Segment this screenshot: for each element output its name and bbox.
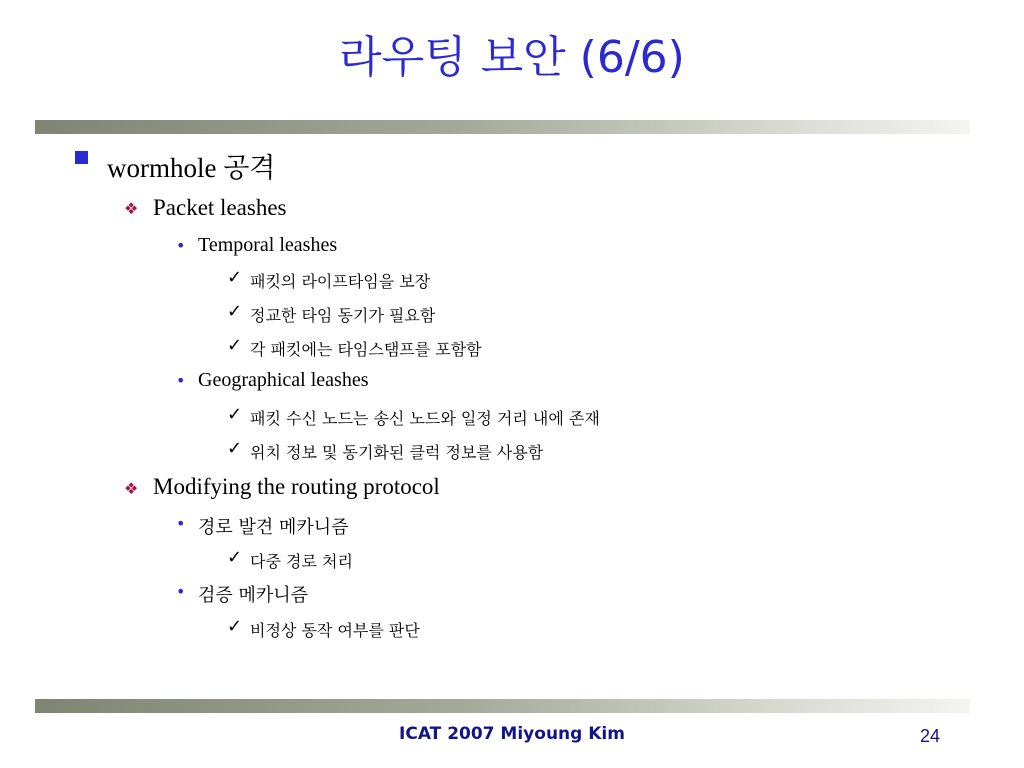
bullet-packet-leashes: Packet leashes bbox=[153, 195, 287, 220]
dot-bullet-icon: • bbox=[176, 514, 186, 533]
bullet-timestamp: 각 패킷에는 타임스탬프를 포함함 bbox=[250, 340, 482, 359]
checkmark-icon: ✓ bbox=[227, 404, 243, 425]
bullet-time-sync: 정교한 타임 동기가 필요함 bbox=[250, 306, 436, 325]
bottom-divider bbox=[35, 699, 970, 713]
checkmark-icon: ✓ bbox=[227, 438, 243, 459]
checkmark-icon: ✓ bbox=[227, 267, 243, 288]
bullet-wormhole: wormhole 공격 bbox=[107, 153, 276, 183]
bullet-abnormal-behavior: 비정상 동작 여부를 판단 bbox=[250, 621, 420, 640]
bullet-geographical-leashes: Geographical leashes bbox=[198, 369, 369, 391]
checkmark-icon: ✓ bbox=[227, 547, 243, 568]
diamond-bullet-icon: ❖ bbox=[124, 199, 139, 218]
square-bullet-icon bbox=[75, 151, 88, 164]
bullet-route-discovery: 경로 발견 메카니즘 bbox=[198, 517, 349, 538]
slide-title: 라우팅 보안 (6/6) bbox=[339, 32, 685, 83]
checkmark-icon: ✓ bbox=[227, 335, 243, 356]
bullet-modifying-routing: Modifying the routing protocol bbox=[153, 474, 440, 499]
bullet-distance: 패킷 수신 노드는 송신 노드와 일정 거리 내에 존재 bbox=[250, 409, 600, 428]
dot-bullet-icon: • bbox=[176, 582, 186, 601]
dot-bullet-icon: • bbox=[176, 371, 186, 390]
checkmark-icon: ✓ bbox=[227, 301, 243, 322]
checkmark-icon: ✓ bbox=[227, 616, 243, 637]
dot-bullet-icon: • bbox=[176, 236, 186, 255]
page-number: 24 bbox=[919, 726, 940, 746]
bullet-multipath: 다중 경로 처리 bbox=[250, 552, 353, 571]
bullet-temporal-leashes: Temporal leashes bbox=[198, 234, 338, 256]
bullet-location-clock: 위치 정보 및 동기화된 클럭 정보를 사용함 bbox=[250, 443, 544, 462]
diamond-bullet-icon: ❖ bbox=[124, 479, 139, 498]
footer-text: ICAT 2007 Miyoung Kim bbox=[399, 724, 625, 744]
bullet-verification: 검증 메카니즘 bbox=[198, 585, 309, 606]
bullet-lifetime: 패킷의 라이프타임을 보장 bbox=[250, 272, 431, 291]
